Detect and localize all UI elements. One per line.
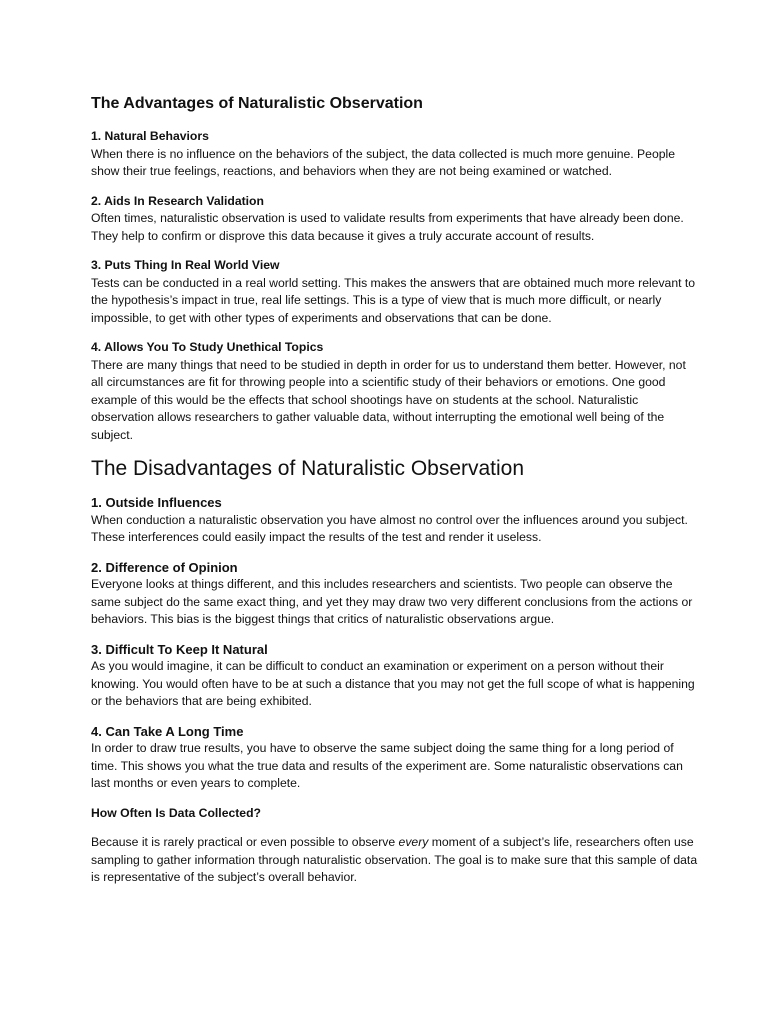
advantage-section bbox=[91, 193, 698, 246]
disadvantage-heading: 1. Outside Influences bbox=[91, 495, 222, 510]
disadvantage-section bbox=[91, 641, 698, 711]
paragraph-text-end: moment of a subject’s life, researchers often use sampling to gather information through naturalistic observation. The goal is to make sure that this sample of data is representative of the subject’s overall behavior. bbox=[91, 835, 698, 884]
disadvantage-section bbox=[91, 723, 698, 793]
emphasized-word: every bbox=[398, 835, 429, 849]
disadvantage-section bbox=[91, 559, 698, 629]
advantages-title: The Advantages of Naturalistic Observation bbox=[91, 95, 423, 112]
advantage-heading: 2. Aids In Research Validation bbox=[91, 193, 264, 208]
advantage-body: There are many things that need to be studied in depth in order for us to understand them better. However, not all circumstances are fit for throwing people into a scientific study of their behaviors or emotions. One good example of this would be the effects that school shootings have on students at the school. Naturalistic observation allows researchers to gather valuable data, without interrupting the emotional well being of the subject. bbox=[91, 357, 686, 442]
advantage-body: Often times, naturalistic observation is used to validate results from experiments that have already been done. They help to confirm or disprove this data because it gives a truly accurate account of results. bbox=[91, 211, 684, 243]
advantage-heading: 4. Allows You To Study Unethical Topics bbox=[91, 340, 324, 354]
advantage-section bbox=[91, 339, 698, 444]
paragraph-text-start: Because it is rarely practical or even possible to observe bbox=[91, 835, 399, 849]
disadvantage-body: Everyone looks at things different, and this includes researchers and scientists. Two people can observe the same subject do the same exact thing, and yet they may draw two very different conclusions from the actions or behaviors. This bias is the biggest things that critics of naturalistic observations argue. bbox=[91, 577, 693, 626]
disadvantages-title: The Disadvantages of Naturalistic Observation bbox=[91, 457, 525, 480]
advantage-heading: 3. Puts Thing In Real World View bbox=[91, 258, 280, 272]
disadvantage-section bbox=[91, 494, 698, 547]
disadvantage-heading: 2. Difference of Opinion bbox=[91, 559, 238, 575]
disadvantage-body: When conduction a naturalistic observation you have almost no control over the influences around you subject. These interferences could easily impact the results of the test and render it useless. bbox=[91, 512, 688, 544]
data-collection-question: How Often Is Data Collected? bbox=[91, 805, 261, 820]
advantage-section bbox=[91, 257, 698, 327]
disadvantage-body: In order to draw true results, you have to observe the same subject doing the same thing for a long period of time. This shows you what the true data and results of the experiment are. Some naturalistic observations can last months or even years to complete. bbox=[91, 741, 683, 790]
disadvantage-heading: 3. Difficult To Keep It Natural bbox=[91, 641, 268, 657]
advantage-section bbox=[91, 128, 698, 181]
advantage-body: When there is no influence on the behaviors of the subject, the data collected is much more genuine. People show their true feelings, reactions, and behaviors when they are not being examined or watched. bbox=[91, 146, 676, 178]
advantage-body: Tests can be conducted in a real world setting. This makes the answers that are obtained much more relevant to the hypothesis’s impact in true, real life settings. This is a type of view that is much more difficult, or nearly impossible, to get with other types of experiments and observations that can be done. bbox=[91, 275, 696, 325]
data-collection-paragraph bbox=[91, 834, 698, 887]
disadvantage-heading: 4. Can Take A Long Time bbox=[91, 723, 244, 739]
disadvantage-body: As you would imagine, it can be difficult to conduct an examination or experiment on a person without their knowing. You would often have to be at such a distance that you may not get the full scope of what is happening or the behaviors that are being exhibited. bbox=[91, 659, 695, 708]
advantage-heading: 1. Natural Behaviors bbox=[91, 129, 209, 143]
